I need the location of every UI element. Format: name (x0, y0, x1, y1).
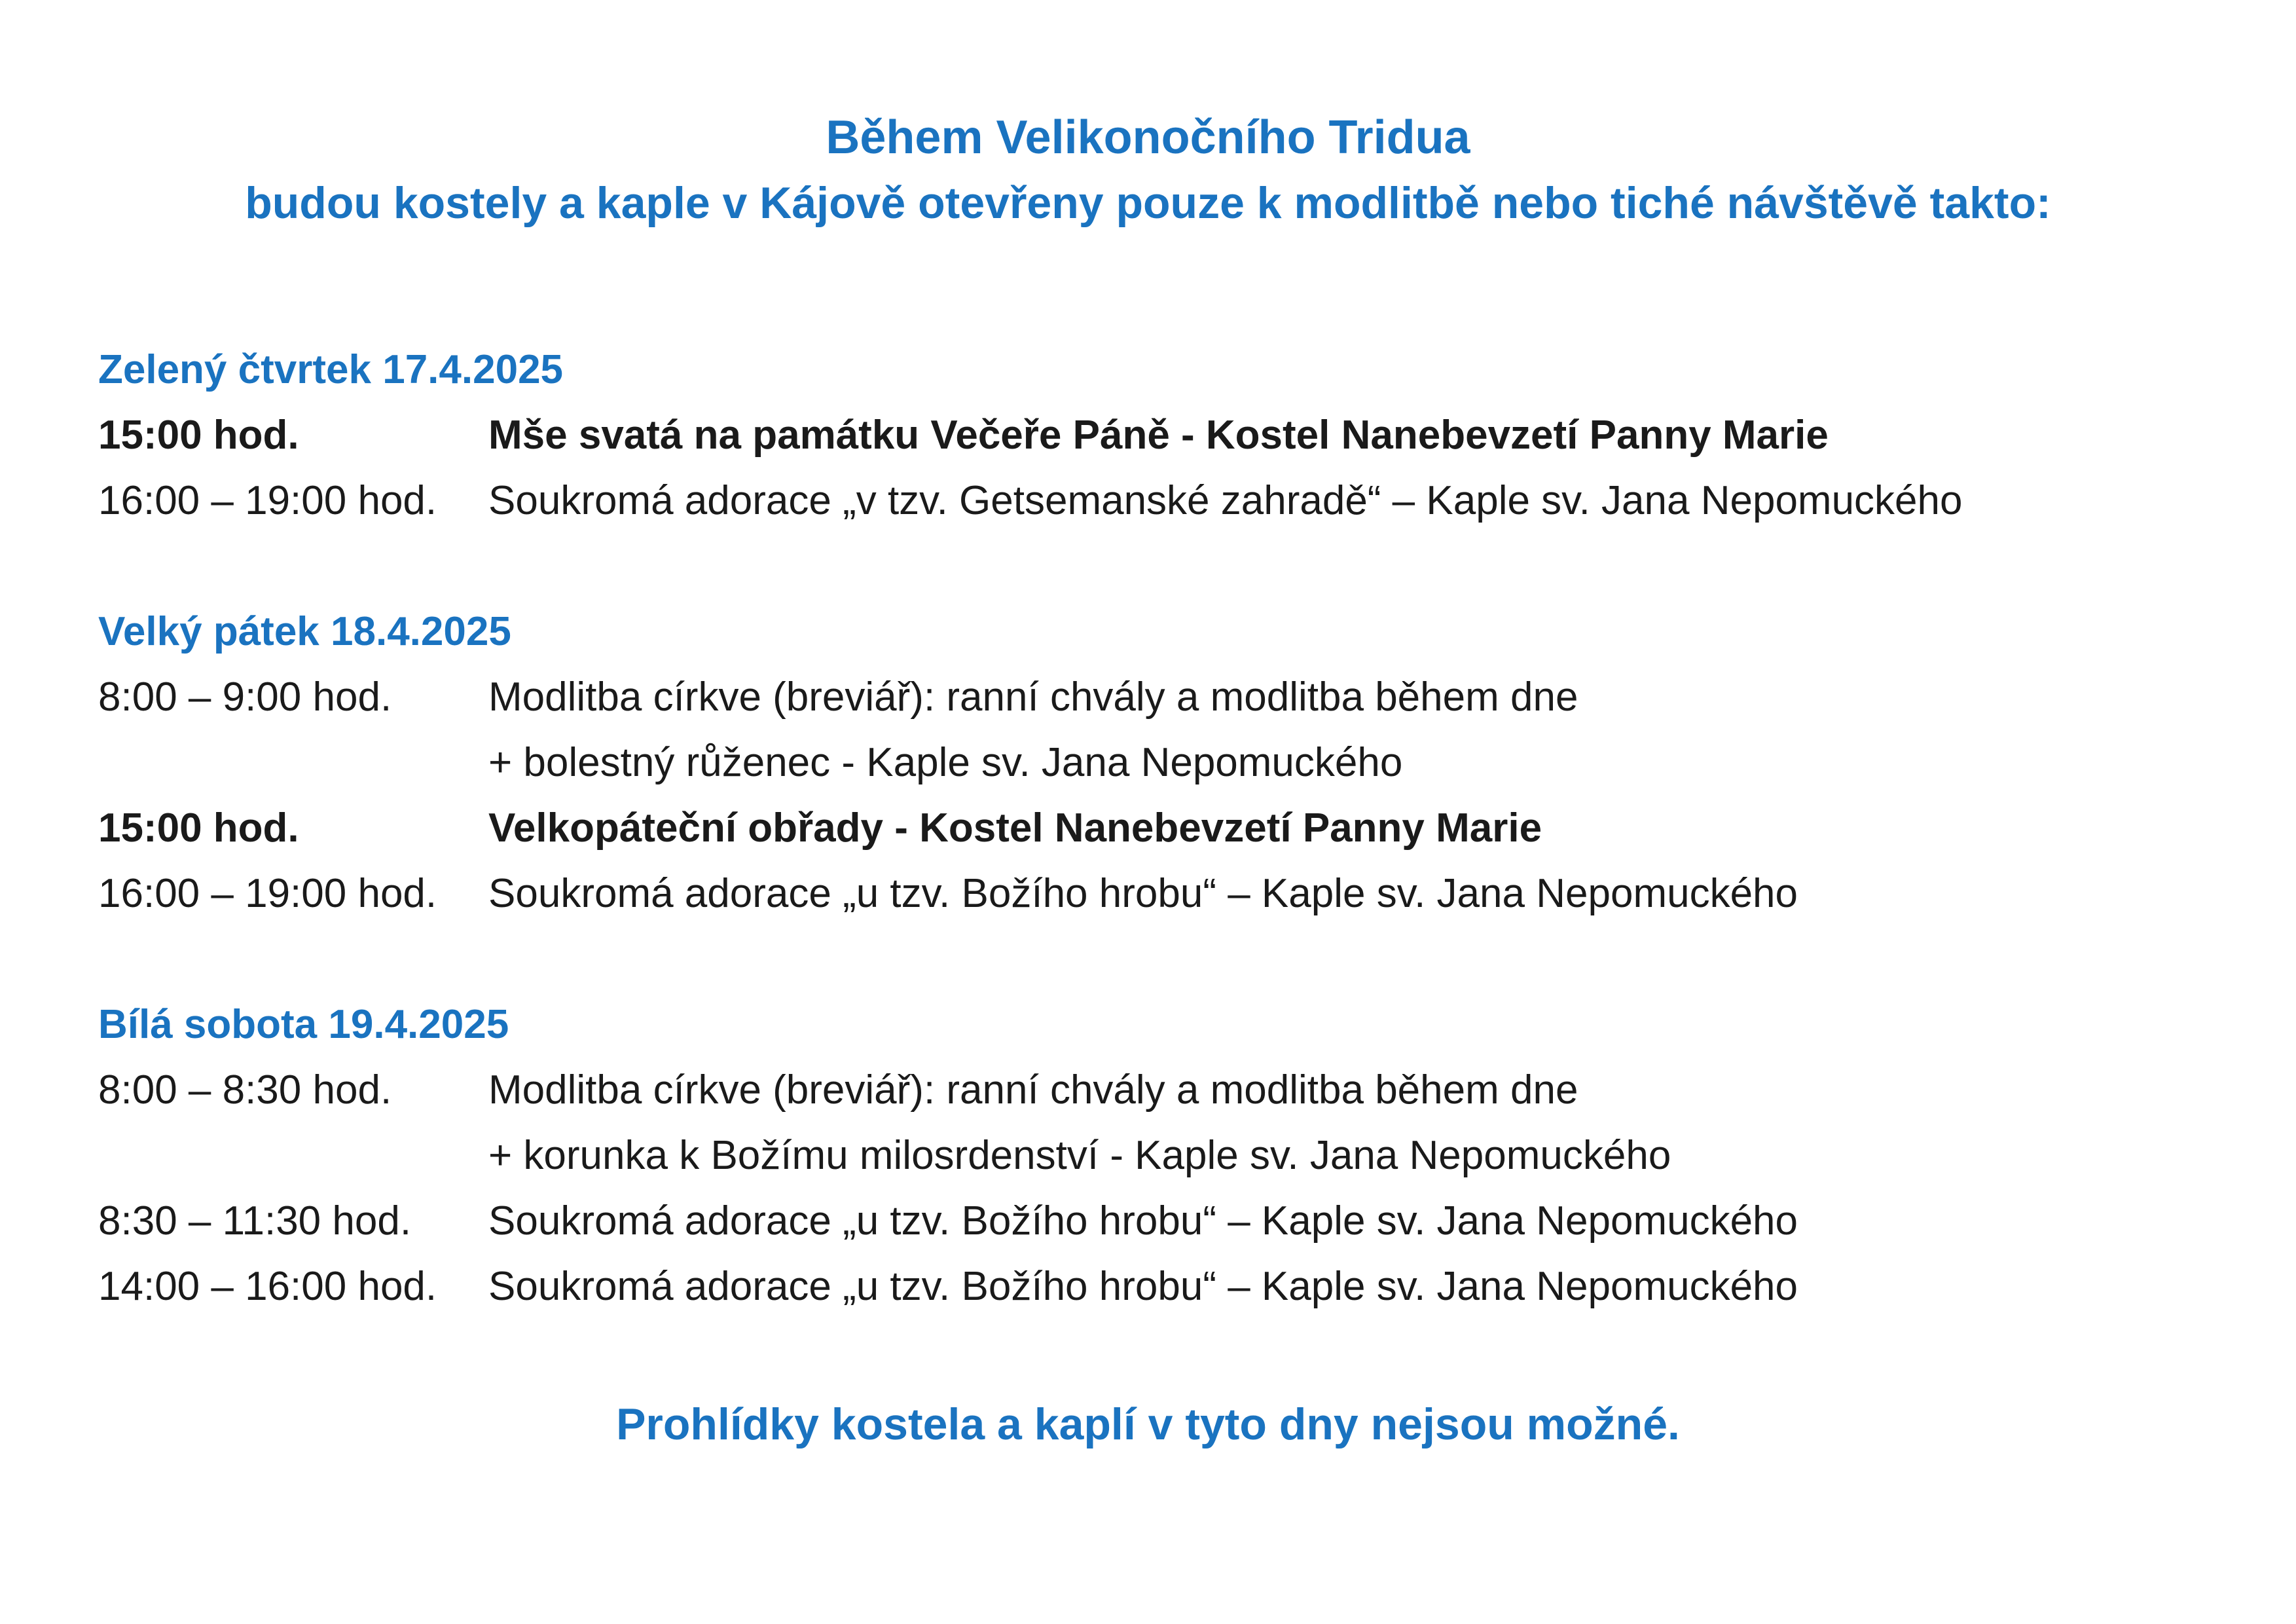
row-description: + korunka k Božímu milosrdenství - Kaple sv. Jana Nepomuckého (488, 1133, 1671, 1178)
page-subtitle: budou kostely a kaple v Kájově otevřeny pouze k modlitbě nebo tiché návštěvě takto: (245, 178, 2051, 228)
schedule-row (98, 665, 2226, 730)
row-time: 16:00 – 19:00 hod. (98, 478, 437, 523)
day-section (98, 337, 2226, 534)
row-time (98, 1123, 488, 1189)
schedule-row (98, 1123, 2226, 1189)
row-time: 8:30 – 11:30 hod. (98, 1198, 412, 1244)
schedule-row (98, 403, 2226, 468)
row-time: 16:00 – 19:00 hod. (98, 871, 437, 916)
schedule-row (98, 1058, 2226, 1123)
header (0, 105, 2296, 236)
row-description: Velkopáteční obřady - Kostel Nanebevzetí Panny Marie (488, 805, 1542, 851)
row-description: Mše svatá na památku Večeře Páně - Kostel Nanebevzetí Panny Marie (488, 413, 1829, 458)
row-time: 8:00 – 9:00 hod. (98, 674, 392, 720)
day-title: Zelený čtvrtek 17.4.2025 (98, 347, 564, 392)
row-time: 14:00 – 16:00 hod. (98, 1264, 437, 1309)
schedule (98, 337, 2226, 1385)
schedule-row (98, 861, 2226, 927)
schedule-row (98, 796, 2226, 861)
schedule-row (98, 730, 2226, 796)
day-title: Velký pátek 18.4.2025 (98, 609, 511, 654)
footer-note: Prohlídky kostela a kaplí v tyto dny nejsou možné. (616, 1399, 1680, 1449)
row-time: 15:00 hod. (98, 805, 299, 851)
row-description: Soukromá adorace „u tzv. Božího hrobu“ – Kaple sv. Jana Nepomuckého (488, 1264, 1798, 1309)
schedule-row (98, 1254, 2226, 1320)
row-time (98, 730, 488, 796)
row-description: Soukromá adorace „u tzv. Božího hrobu“ – Kaple sv. Jana Nepomuckého (488, 871, 1798, 916)
day-section (98, 599, 2226, 927)
row-description: + bolestný růženec - Kaple sv. Jana Nepomuckého (488, 740, 1403, 785)
page-title: Během Velikonočního Tridua (826, 111, 1470, 164)
row-description: Soukromá adorace „v tzv. Getsemanské zahradě“ – Kaple sv. Jana Nepomuckého (488, 478, 1963, 523)
day-section (98, 992, 2226, 1320)
row-description: Modlitba církve (breviář): ranní chvály a modlitba během dne (488, 674, 1578, 720)
schedule-row (98, 468, 2226, 534)
row-time: 15:00 hod. (98, 413, 299, 458)
schedule-row (98, 1189, 2226, 1254)
row-description: Modlitba církve (breviář): ranní chvály a modlitba během dne (488, 1067, 1578, 1113)
row-description: Soukromá adorace „u tzv. Božího hrobu“ – Kaple sv. Jana Nepomuckého (488, 1198, 1798, 1244)
row-time: 8:00 – 8:30 hod. (98, 1067, 392, 1113)
day-title: Bílá sobota 19.4.2025 (98, 1002, 509, 1047)
